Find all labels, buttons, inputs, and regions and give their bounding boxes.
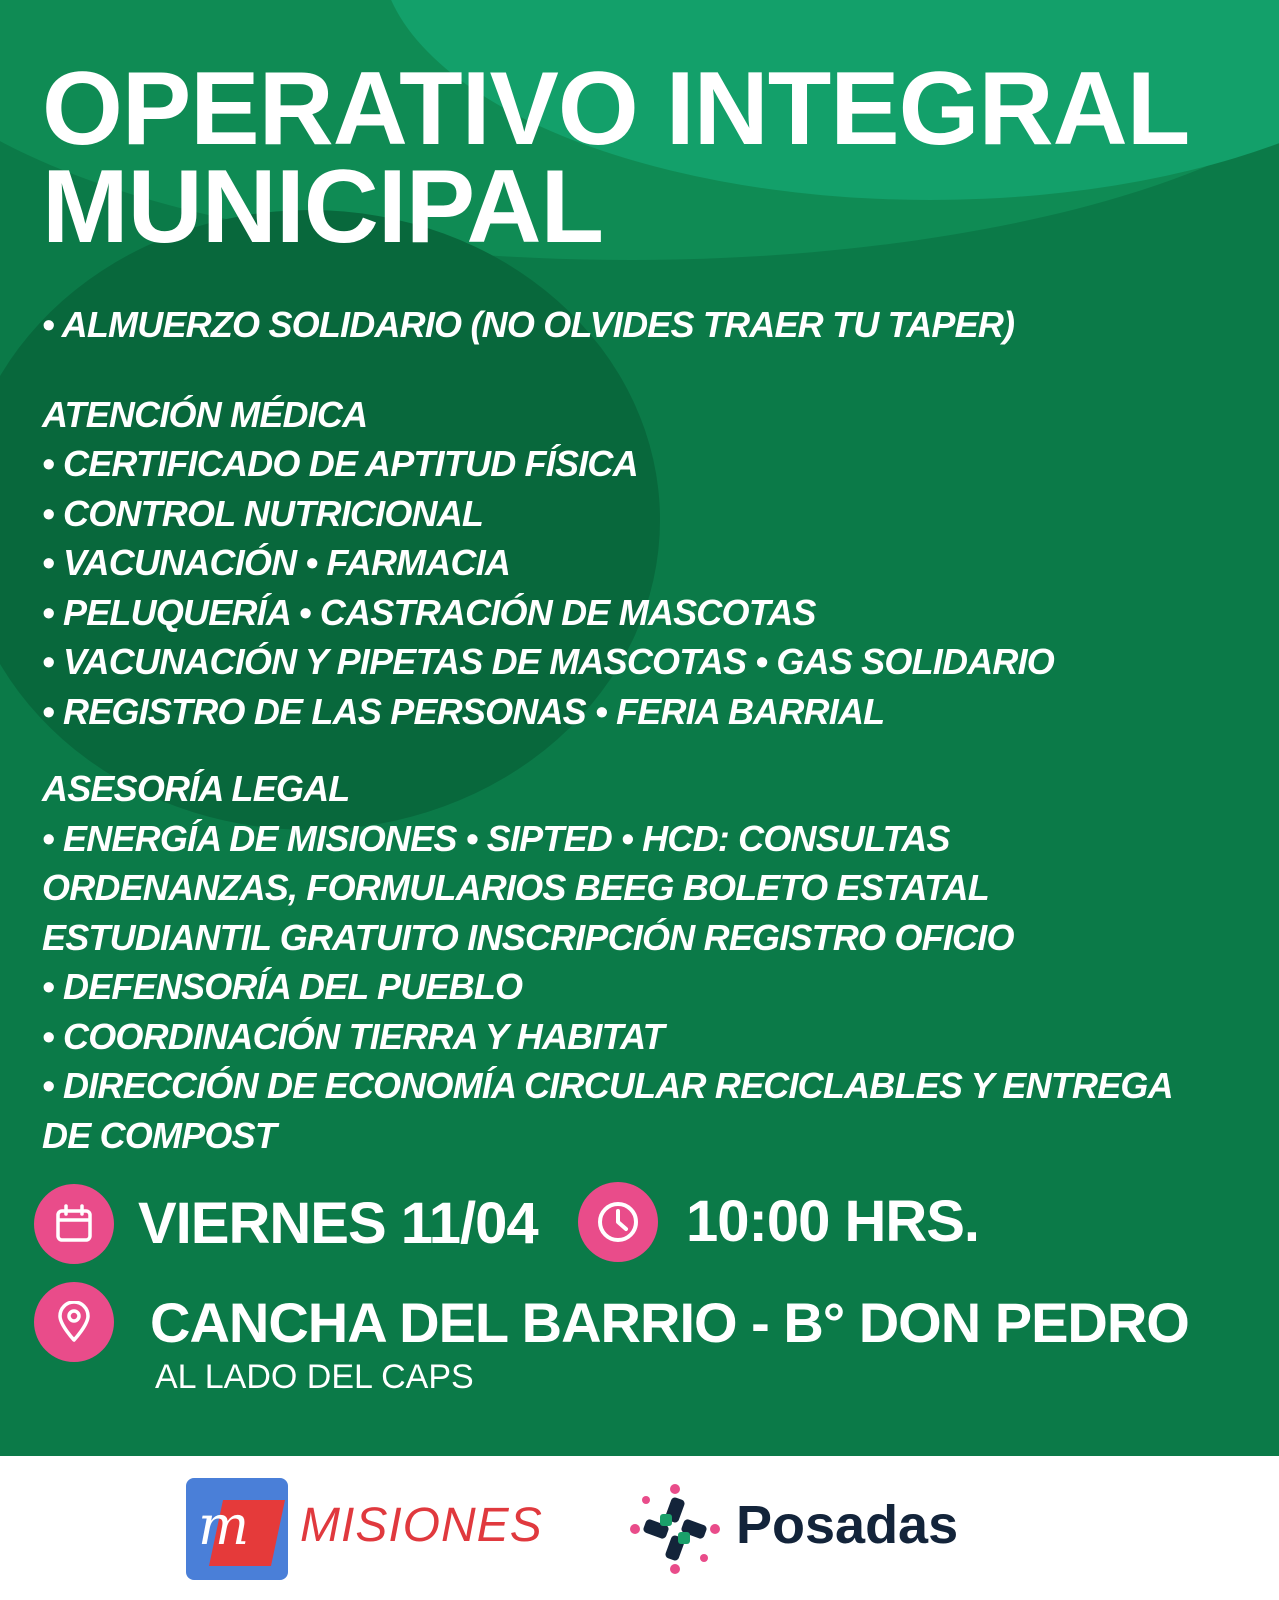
services-list	[42, 300, 1242, 1160]
posadas-logo-icon	[630, 1484, 720, 1574]
calendar-badge	[34, 1184, 114, 1264]
medical-item: • CERTIFICADO DE APTITUD FÍSICA	[42, 443, 638, 484]
legal-item: • DEFENSORÍA DEL PUEBLO	[42, 966, 523, 1007]
page-title	[42, 51, 1190, 265]
medical-item: • VACUNACIÓN Y PIPETAS DE MASCOTAS • GAS SOLIDARIO	[42, 641, 1054, 682]
legal-item: • ENERGÍA DE MISIONES • SIPTED • HCD: CONSULTAS	[42, 817, 950, 859]
medical-item: • REGISTRO DE LAS PERSONAS • FERIA BARRIAL	[42, 690, 885, 732]
legal-item: ESTUDIANTIL GRATUITO INSCRIPCIÓN REGISTRO OFICIO	[42, 916, 1014, 958]
legal-heading: ASESORÍA LEGAL	[42, 768, 350, 809]
legal-item: DE COMPOST	[42, 1114, 277, 1156]
calendar-icon	[54, 1204, 94, 1244]
event-date: VIERNES 11/04	[138, 1191, 538, 1256]
clock-icon	[596, 1200, 640, 1244]
misiones-logo-text: MISIONES	[300, 1499, 543, 1552]
title-line-1: OPERATIVO INTEGRAL	[42, 51, 1190, 167]
intro-item: • ALMUERZO SOLIDARIO (NO OLVIDES TRAER TU TAPER)	[42, 304, 1015, 345]
legal-item: • DIRECCIÓN DE ECONOMÍA CIRCULAR RECICLABLES Y ENTREGA	[42, 1065, 1173, 1106]
posadas-logo-text: Posadas	[736, 1495, 959, 1555]
footer	[0, 1456, 1279, 1600]
event-place-note: AL LADO DEL CAPS	[155, 1358, 474, 1396]
legal-item: ORDENANZAS, FORMULARIOS BEEG BOLETO ESTATAL	[42, 867, 989, 908]
clock-badge	[578, 1182, 658, 1262]
location-pin-icon	[56, 1301, 92, 1343]
event-time: 10:00 HRS.	[686, 1189, 980, 1254]
medical-heading: ATENCIÓN MÉDICA	[42, 393, 368, 435]
medical-item: • VACUNACIÓN • FARMACIA	[42, 542, 511, 583]
location-badge	[34, 1282, 114, 1362]
legal-item: • COORDINACIÓN TIERRA Y HABITAT	[42, 1015, 664, 1057]
title-line-2: MUNICIPAL	[42, 149, 604, 265]
medical-item: • CONTROL NUTRICIONAL	[42, 492, 484, 534]
misiones-logo-icon: m	[186, 1478, 288, 1580]
medical-item: • PELUQUERÍA • CASTRACIÓN DE MASCOTAS	[42, 591, 816, 633]
event-place: CANCHA DEL BARRIO - B° DON PEDRO	[150, 1291, 1189, 1354]
